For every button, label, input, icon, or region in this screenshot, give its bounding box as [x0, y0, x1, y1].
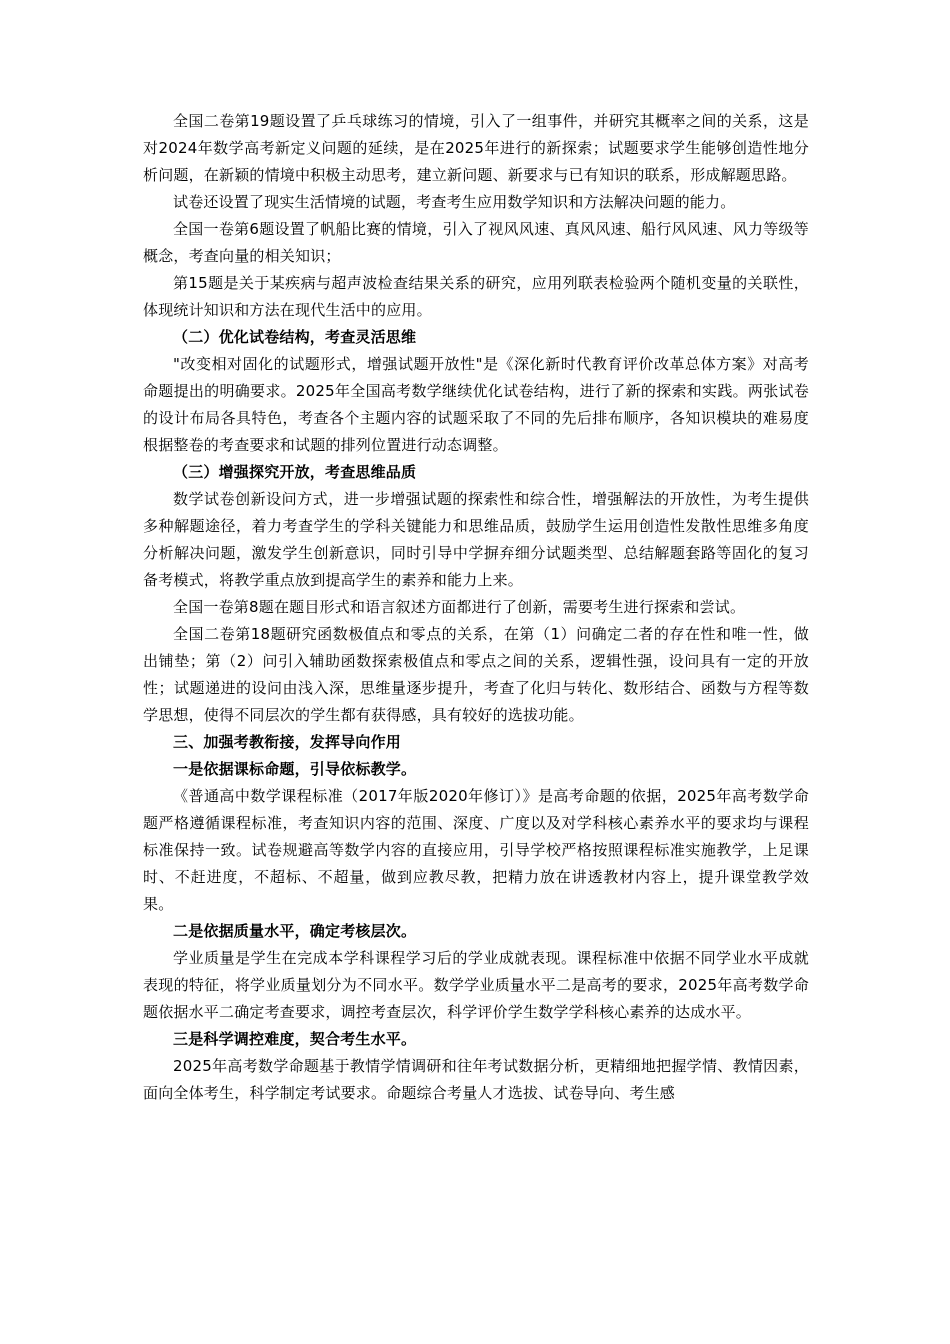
heading-point-one: 一是依据课标命题，引导依标教学。	[173, 760, 417, 778]
paragraph-q8: 全国一卷第8题在题目形式和语言叙述方面都进行了创新，需要考生进行探索和尝试。	[173, 598, 746, 616]
paragraph-standard: 《普通高中数学课程标准（2017年版2020年修订）》是高考命题的依据，2025年高考数学命题严格遵循课程标准，考查知识内容的范围、深度、广度以及对学科核心素养水平的要求均与课程标准保持一致。试卷规避高等数学内容的直接应用，引导学校严格按照课程标准实施教学，上足课时、不赶进度，不超标、不超量，做到应教尽教，把精力放在讲透教材内容上，提升课堂教学效果。	[143, 787, 809, 913]
document-body	[143, 108, 809, 1107]
heading-section-three: 三、加强考教衔接，发挥导向作用	[173, 733, 402, 751]
paragraph-structure: "改变相对固化的试题形式，增强试题开放性"是《深化新时代教育评价改革总体方案》对高考命题提出的明确要求。2025年全国高考数学继续优化试卷结构，进行了新的探索和实践。两张试卷的设计布局各具特色，考查各个主题内容的试题采取了不同的先后排布顺序，各知识模块的难易度根据整卷的考查要求和试题的排列位置进行动态调整。	[143, 355, 809, 454]
paragraph-q15: 第15题是关于某疾病与超声波检查结果关系的研究，应用列联表检验两个随机变量的关联性，体现统计知识和方法在现代生活中的应用。	[143, 274, 809, 319]
paragraph-q19: 全国二卷第19题设置了乒乓球练习的情境，引入了一组事件，并研究其概率之间的关系，这是对2024年数学高考新定义问题的延续，是在2025年进行的新探索；试题要求学生能够创造性地分析问题，在新颖的情境中积极主动思考，建立新问题、新要求与已有知识的联系，形成解题思路。	[143, 112, 809, 184]
paragraph-quality: 学业质量是学生在完成本学科课程学习后的学业成就表现。课程标准中依据不同学业水平成就表现的特征，将学业质量划分为不同水平。数学学业质量水平二是高考的要求，2025年高考数学命题依据水平二确定考查要求，调控考查层次，科学评价学生数学学科核心素养的达成水平。	[143, 949, 809, 1021]
paragraph-innovation: 数学试卷创新设问方式，进一步增强试题的探索性和综合性，增强解法的开放性，为考生提供多种解题途径，着力考查学生的学科关键能力和思维品质，鼓励学生运用创造性发散性思维多角度分析解决问题，激发学生创新意识，同时引导中学摒弃细分试题类型、总结解题套路等固化的复习备考模式，将教学重点放到提高学生的素养和能力上来。	[143, 490, 809, 589]
paragraph-q6: 全国一卷第6题设置了帆船比赛的情境，引入了视风风速、真风风速、船行风风速、风力等级等概念，考查向量的相关知识；	[143, 220, 809, 265]
heading-point-two: 二是依据质量水平，确定考核层次。	[173, 922, 417, 940]
heading-point-three: 三是科学调控难度，契合考生水平。	[173, 1030, 417, 1048]
heading-explore-open: （三）增强探究开放，考查思维品质	[173, 463, 417, 481]
paragraph-real-life: 试卷还设置了现实生活情境的试题，考查考生应用数学知识和方法解决问题的能力。	[173, 193, 736, 211]
paragraph-q18: 全国二卷第18题研究函数极值点和零点的关系，在第（1）问确定二者的存在性和唯一性，做出铺垫；第（2）问引入辅助函数探索极值点和零点之间的关系，逻辑性强，设问具有一定的开放性；试题递进的设问由浅入深，思维量逐步提升，考查了化归与转化、数形结合、函数与方程等数学思想，使得不同层次的学生都有获得感，具有较好的选拔功能。	[143, 625, 809, 724]
heading-optimize-structure: （二）优化试卷结构，考查灵活思维	[173, 328, 417, 346]
paragraph-difficulty: 2025年高考数学命题基于教情学情调研和往年考试数据分析，更精细地把握学情、教情因素，面向全体考生，科学制定考试要求。命题综合考量人才选拔、试卷导向、考生感	[143, 1057, 809, 1102]
